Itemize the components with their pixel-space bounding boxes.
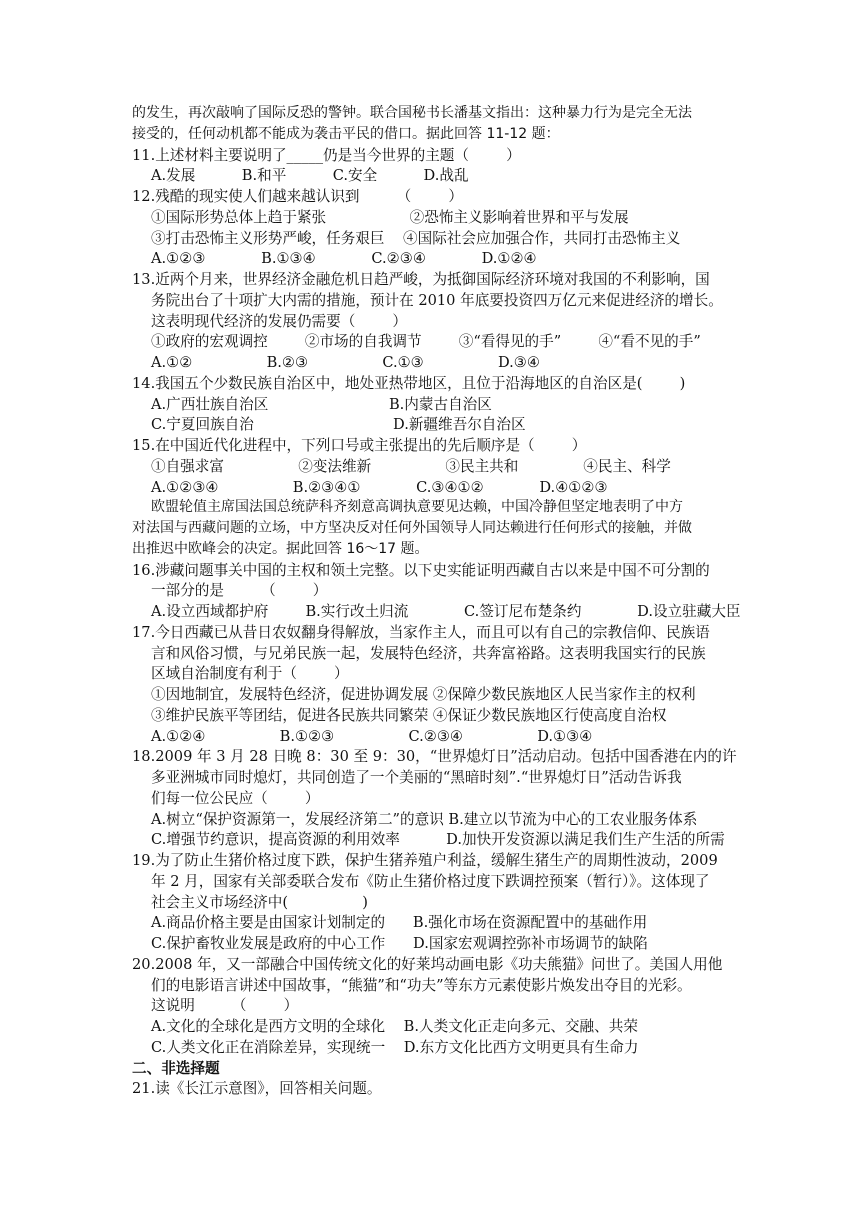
text-line: 15.在中国近代化进程中，下列口号或主张提出的先后顺序是（ ） bbox=[132, 437, 587, 454]
text-line: 13.近两个月来，世界经济金融危机日趋严峻，为抵御国际经济环境对我国的不利影响，国 bbox=[132, 271, 710, 288]
text-line: 务院出台了十项扩大内需的措施，预计在 2010 年底要投资四万亿元来促进经济的增长。 bbox=[151, 291, 723, 309]
text-line: A.发展 B.和平 C.安全 D.战乱 bbox=[151, 167, 469, 185]
text-line: ③打击恐怖主义形势严峻，任务艰巨 ④国际社会应加强合作，共同打击恐怖主义 bbox=[151, 229, 681, 247]
text-line: 二、非选择题 bbox=[132, 1059, 220, 1077]
text-line: ①政府的宏观调控 ②市场的自我调节 ③“看得见的手” ④“看不见的手” bbox=[151, 333, 701, 351]
text-line: A.树立“保护资源第一，发展经济第二”的意识 B.建立以节流为中心的工农业服务体系 bbox=[151, 810, 698, 828]
text-line: 接受的，任何动机都不能成为袭击平民的借口。据此回答 11-12 题： bbox=[132, 125, 560, 142]
text-line: C.宁夏回族自治 D.新疆维吾尔自治区 bbox=[151, 416, 526, 434]
text-line: C.保护畜牧业发展是政府的中心工作 D.国家宏观调控弥补市场调节的缺陷 bbox=[151, 935, 648, 952]
text-line: 21.读《长江示意图》，回答相关问题。 bbox=[132, 1080, 382, 1098]
text-line: 们每一位公民应（ ） bbox=[151, 789, 320, 807]
text-line: 的发生，再次敲响了国际反恐的警钟。联合国秘书长潘基文指出：这种暴力行为是完全无法 bbox=[132, 105, 692, 121]
text-line: 言和风俗习惯，与兄弟民族一起，发展特色经济，共奔富裕路。这表明我国实行的民族 bbox=[151, 644, 706, 662]
text-line: 一部分的是 （ ） bbox=[151, 582, 328, 600]
text-line: A.设立西域都护府 B.实行改土归流 C.签订尼布楚条约 D.设立驻藏大臣 bbox=[151, 603, 741, 620]
text-line: 年 2 月，国家有关部委联合发布《防止生猪价格过度下跌调控预案（暂行）》。这体现了 bbox=[151, 872, 710, 890]
text-line: 对法国与西藏问题的立场，中方坚决反对任何外国领导人同达赖进行任何形式的接触，并做 bbox=[132, 520, 692, 536]
text-line: 社会主义市场经济中( ) bbox=[151, 893, 368, 911]
text-line: ①因地制宜，发展特色经济，促进协调发展 ②保障少数民族地区人民当家作主的权利 bbox=[151, 686, 696, 703]
text-line: C.人类文化正在消除差异，实现统一 D.东方文化比西方文明更具有生命力 bbox=[151, 1038, 639, 1056]
text-line: ①自强求富 ②变法维新 ③民主共和 ④民主、科学 bbox=[151, 457, 671, 475]
text-line: 18.2009 年 3 月 28 日晚 8：30 至 9：30，“世界熄灯日”活动启动。包括中国香港在内的许 bbox=[132, 748, 737, 766]
text-line: A.①②③④ B.②③④① C.③④①② D.④①②③ bbox=[151, 478, 608, 496]
text-line: 17.今日西藏已从昔日农奴翻身得解放，当家作主人，而且可以有自己的宗教信仰、民族语 bbox=[132, 623, 710, 641]
text-line: A.广西壮族自治区 B.内蒙古自治区 bbox=[151, 395, 492, 413]
text-line: 14.我国五个少数民族自治区中，地处亚热带地区，且位于沿海地区的自治区是( ) bbox=[132, 374, 686, 392]
text-line: 11.上述材料主要说明了_____仍是当今世界的主题（ ） bbox=[132, 146, 521, 164]
text-line: 们的电影语言讲述中国故事，“熊猫”和“功夫”等东方元素使影片焕发出夺目的光彩。 bbox=[151, 976, 692, 994]
text-line: 多亚洲城市同时熄灯，共同创造了一个美丽的“黑暗时刻”.“世界熄灯日”活动告诉我 bbox=[151, 769, 682, 786]
text-line: C.增强节约意识，提高资源的利用效率 D.加快开发资源以满足我们生产生活的所需 bbox=[151, 831, 725, 849]
text-line: A.文化的全球化是西方文明的全球化 B.人类文化正走向多元、交融、共荣 bbox=[151, 1018, 638, 1035]
text-line: 欧盟轮值主席国法国总统萨科齐刻意高调执意要见达赖，中国冷静但坚定地表明了中方 bbox=[151, 499, 683, 516]
text-line: A.①② B.②③ C.①③ D.③④ bbox=[151, 354, 540, 371]
text-line: 出推迟中欧峰会的决定。据此回答 16～17 题。 bbox=[132, 540, 429, 557]
text-line: 20.2008 年，又一部融合中国传统文化的好莱坞动画电影《功夫熊猫》问世了。美国人用他 bbox=[132, 955, 723, 973]
text-line: 区域自治制度有利于（ ） bbox=[151, 665, 349, 683]
text-line: 这说明 （ ） bbox=[151, 997, 299, 1015]
text-line: A.①②④ B.①②③ C.②③④ D.①③④ bbox=[151, 727, 593, 745]
text-line: 12.残酷的现实使人们越来越认识到 （ ） bbox=[132, 188, 463, 205]
text-line: 16.涉藏问题事关中国的主权和领土完整。以下史实能证明西藏自古以来是中国不可分割的 bbox=[132, 561, 710, 579]
text-line: 19.为了防止生猪价格过度下跌，保护生猪养殖户利益，缓解生猪生产的周期性波动，2009 bbox=[132, 852, 718, 869]
text-line: ③维护民族平等团结，促进各民族共同繁荣 ④保证少数民族地区行使高度自治权 bbox=[151, 706, 667, 724]
text-line: A.商品价格主要是由国家计划制定的 B.强化市场在资源配置中的基础作用 bbox=[151, 914, 648, 932]
text-line: ①国际形势总体上趋于紧张 ②恐怖主义影响着世界和平与发展 bbox=[151, 208, 629, 226]
text-line: 这表明现代经济的发展仍需要（ ） bbox=[151, 312, 408, 330]
text-line: A.①②③ B.①③④ C.②③④ D.①②④ bbox=[151, 250, 537, 268]
